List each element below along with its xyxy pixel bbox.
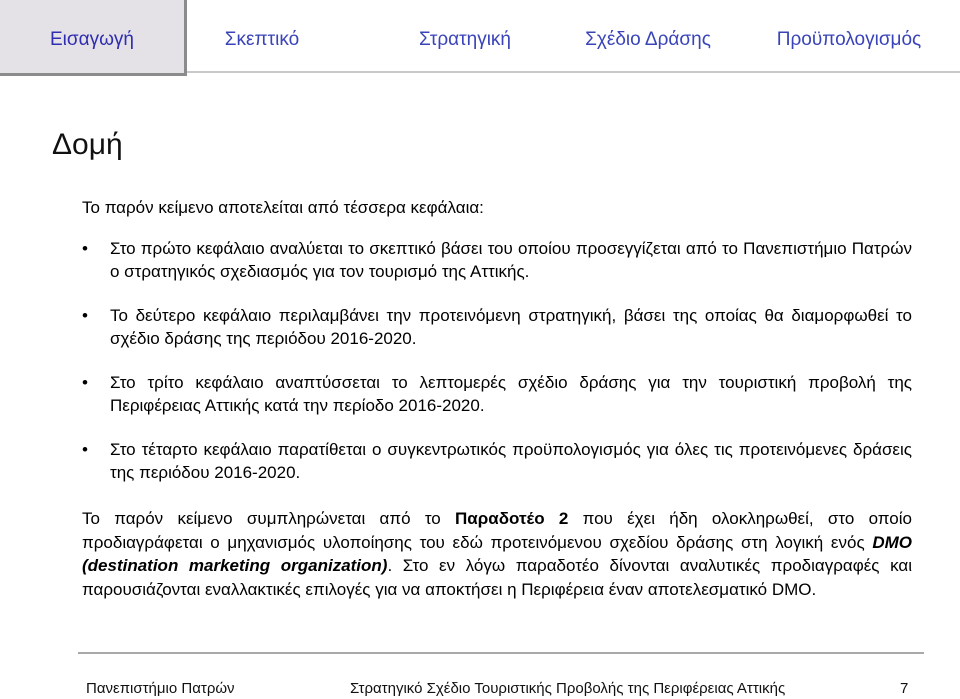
- footer-university: Πανεπιστήμιο Πατρών: [86, 680, 235, 697]
- top-nav: [0, 0, 960, 76]
- list-item: [82, 237, 912, 283]
- body-text: Το παρόν κείμενο συμπληρώνεται από το: [82, 509, 456, 528]
- footer-divider: [78, 652, 924, 654]
- tab-action-plan[interactable]: Σχέδιο Δράσης: [585, 29, 711, 50]
- deliverable-reference: Παραδοτέο 2: [455, 509, 569, 528]
- section-title: Δομή: [52, 128, 123, 161]
- bullet-icon: •: [82, 239, 88, 258]
- list-item-text: Στο πρώτο κεφάλαιο αναλύεται το σκεπτικό βάσει του οποίου προσεγγίζεται από το Πανεπιστήμιο Πατρών ο στρατηγικός σχεδιασμός για τον τουρισμό της Αττικής.: [110, 239, 912, 281]
- list-item: [82, 304, 912, 350]
- tabbar-divider: [187, 71, 960, 73]
- body-text: . Στο εν λόγω παραδοτέο δίνονται αναλυτικές προδιαγραφές και παρουσιάζονται εναλλακτικές επιλογές για να αποκτήσει η Περιφέρεια έναν αποτελεσματικό DMO.: [82, 556, 912, 599]
- list-item: [82, 438, 912, 484]
- body-text: που έχει ήδη ολοκληρωθεί, στο οποίο προδιαγράφεται ο μηχανισμός υλοποίησης του εδώ προτεινόμενου σχεδίου δράσης στη λογική ενός: [82, 509, 912, 552]
- list-item-text: Στο τέταρτο κεφάλαιο παρατίθεται ο συγκεντρωτικός προϋπολογισμός για όλες τις προτεινόμενες δράσεις της περιόδου 2016-2020.: [110, 440, 912, 482]
- tab-budget[interactable]: Προϋπολογισμός: [776, 29, 922, 50]
- list-item: [82, 371, 912, 417]
- tab-introduction[interactable]: Εισαγωγή: [0, 0, 187, 76]
- chapter-list: [82, 237, 912, 484]
- intro-text: Το παρόν κείμενο αποτελείται από τέσσερα κεφάλαια:: [82, 198, 484, 217]
- tab-rationale[interactable]: Σκεπτικό: [224, 29, 300, 50]
- tab-strategy[interactable]: Στρατηγική: [419, 29, 511, 50]
- dmo-term: DMO (destination marketing organization): [82, 532, 912, 575]
- footer-document-title: Στρατηγικό Σχέδιο Τουριστικής Προβολής της Περιφέρειας Αττικής: [350, 680, 786, 697]
- list-item-text: Το δεύτερο κεφάλαιο περιλαμβάνει την προτεινόμενη στρατηγική, βάσει της οποίας θα διαμορφωθεί το σχέδιο δράσης της περιόδου 2016-2020.: [110, 306, 912, 348]
- bullet-icon: •: [82, 306, 88, 325]
- page-number: 7: [900, 680, 909, 697]
- bullet-icon: •: [82, 373, 88, 392]
- list-item-text: Στο τρίτο κεφάλαιο αναπτύσσεται το λεπτομερές σχέδιο δράσης για την τουριστική προβολή της Περιφέρειας Αττικής κατά την περίοδο 2016-2020.: [110, 373, 912, 415]
- bullet-icon: •: [82, 440, 88, 459]
- body-paragraph: [82, 507, 912, 601]
